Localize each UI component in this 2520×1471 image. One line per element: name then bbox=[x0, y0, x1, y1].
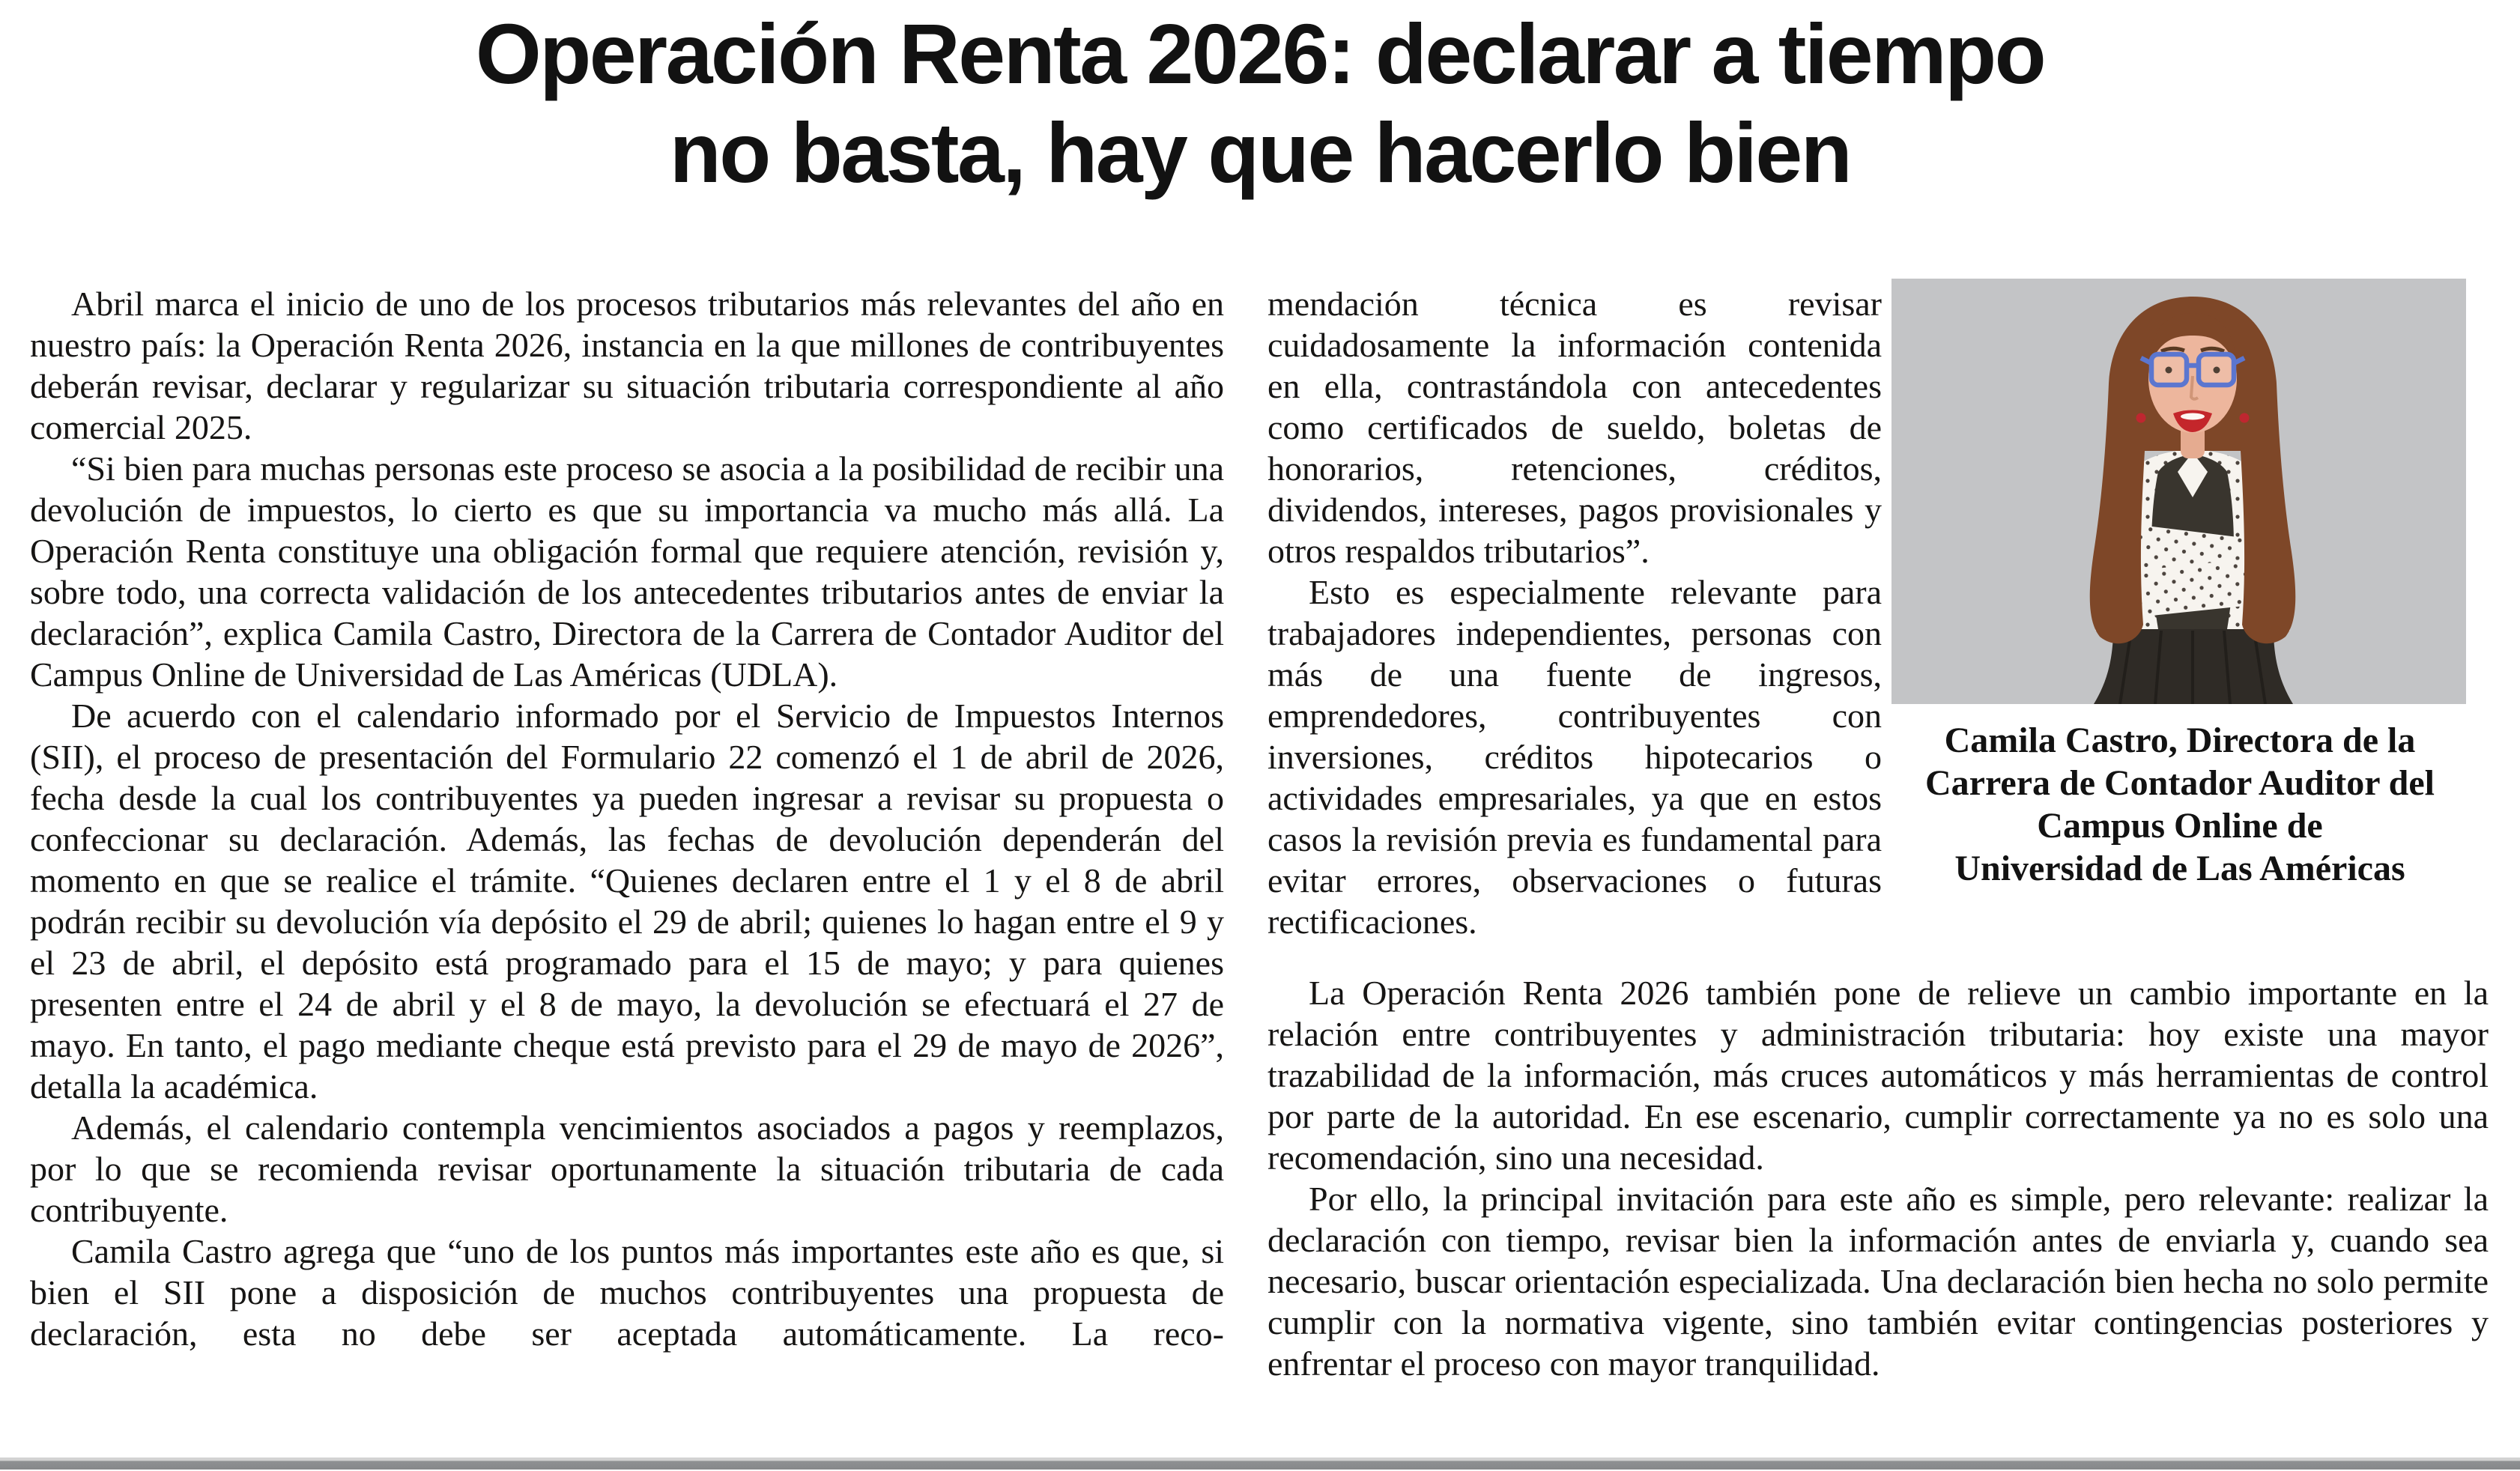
portrait-photo bbox=[1891, 279, 2466, 704]
bottom-section bbox=[1267, 972, 2489, 1384]
body-paragraph: Camila Castro agrega que “uno de los puntos más importantes este año es que, si bien el SII pone a disposición de muchos contribuyentes una propuesta de declaración, esta no debe ser aceptada automáticamente. La reco- bbox=[30, 1232, 1224, 1353]
body-paragraph: Abril marca el inicio de uno de los procesos tributarios más relevantes del año en nuestro país: la Operación Renta 2026, instancia en la que millones de contribuyentes deberán revisar, declarar y regularizar su situación tributaria correspondiente al año comercial 2025. bbox=[30, 285, 1224, 446]
middle-column bbox=[1267, 283, 1882, 942]
body-paragraph: “Si bien para muchas personas este proceso se asocia a la posibilidad de recibir una devolución de impuestos, lo cierto es que su importancia va mucho más allá. La Operación Renta constituye una obligación formal que requiere atención, revisión y, sobre todo, una correcta validación de los antecedentes tributarios antes de enviar la declaración”, explica Camila Castro, Directora de la Carrera de Contador Auditor del Campus Online de Universidad de Las Américas (UDLA). bbox=[30, 449, 1224, 694]
caption-line: Universidad de Las Américas bbox=[1954, 849, 2405, 888]
footer-divider-bar bbox=[0, 1458, 2520, 1470]
body-paragraph: La Operación Renta 2026 también pone de relieve un cambio importante en la relación entre contribuyentes y administración tributaria: hoy existe una mayor trazabilidad de la información, más cruces automáticos y más herramientas de control por parte de la autoridad. En ese escenario, cumplir correctamente ya no es solo una recomendación, sino una necesidad. bbox=[1267, 974, 2489, 1177]
headline-line-2: no basta, hay que hacerlo bien bbox=[669, 106, 1851, 201]
left-column bbox=[30, 283, 1224, 1354]
headline-line-1: Operación Renta 2026: declarar a tiempo bbox=[475, 7, 2045, 101]
caption-line: Campus Online de bbox=[2037, 806, 2323, 846]
body-paragraph: Además, el calendario contempla vencimientos asociados a pagos y reemplazos, por lo que se recomienda revisar oportunamente la situación tributaria de cada contribuyente. bbox=[30, 1108, 1224, 1229]
body-paragraph: Esto es especialmente relevante para trabajadores independientes, personas con más de una fuente de ingresos, emprendedores, contribuyentes con inversiones, créditos hipotecarios o actividades empresariales, ya que en estos casos la revisión previa es fundamental para evitar errores, observaciones o futuras rectificaciones. bbox=[1267, 573, 1882, 941]
photo-figure bbox=[1891, 279, 2466, 704]
caption-line: Carrera de Contador Auditor del bbox=[1925, 763, 2435, 803]
body-paragraph: Por ello, la principal invitación para este año es simple, pero relevante: realizar la declaración con tiempo, revisar bien la información antes de enviarla y, cuando sea necesario, buscar orientación especializada. Una declaración bien hecha no solo permite cumplir con la normativa vigente, sino también evitar contingencias posteriores y enfrentar el proceso con mayor tranquilidad. bbox=[1267, 1180, 2489, 1383]
photo-caption bbox=[1850, 719, 2510, 890]
caption-line: Camila Castro, Directora de la bbox=[1944, 721, 2416, 760]
body-paragraph: mendación técnica es revisar cuidadosamente la información contenida en ella, contrastándola con antecedentes como certificados de sueldo, boletas de honorarios, retenciones, créditos, dividendos, intereses, pagos provisionales y otros respaldos tributarios”. bbox=[1267, 285, 1882, 570]
article-headline bbox=[0, 4, 2520, 202]
body-paragraph: De acuerdo con el calendario informado por el Servicio de Impuestos Internos (SII), el proceso de presentación del Formulario 22 comenzó el 1 de abril de 2026, fecha desde la cual los contribuyentes ya pueden ingresar a revisar su propuesta o confeccionar su declaración. Además, las fechas de devolución dependerán del momento en que se realice el trámite. “Quienes declaren entre el 1 y el 8 de abril podrán recibir su devolución vía depósito el 29 de abril; quienes lo hagan entre el 9 y el 23 de abril, el depósito está programado para el 15 de mayo; y para quienes presenten entre el 24 de abril y el 8 de mayo, la devolución se efectuará el 27 de mayo. En tanto, el pago mediante cheque está previsto para el 29 de mayo de 2026”, detalla la académica. bbox=[30, 697, 1224, 1105]
